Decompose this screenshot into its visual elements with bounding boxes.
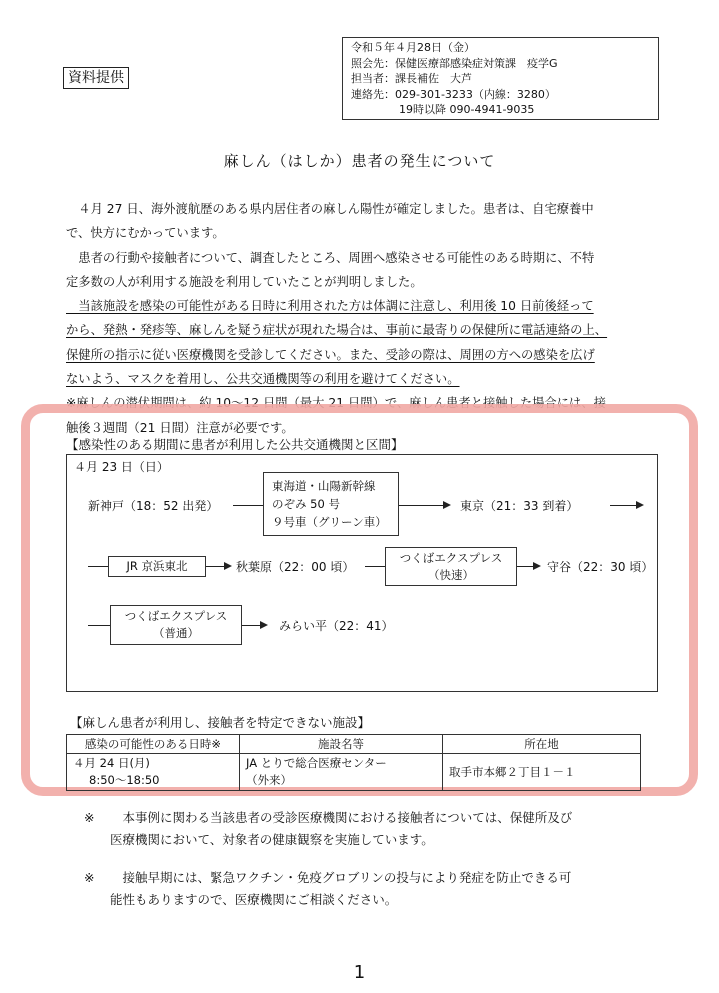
paragraph-line: で、快方にむかっています。 <box>66 226 225 241</box>
cell-name <box>240 754 443 791</box>
facility-table <box>66 734 641 791</box>
table-header-row <box>67 735 641 754</box>
tx-type-label: （普通） <box>153 626 199 640</box>
route-arrow-line <box>242 625 262 626</box>
station-shin-kobe: 新神戸（18：52 出発） <box>88 499 219 513</box>
tx-type-label: （快速） <box>428 568 474 582</box>
train-line-label: 東海道・山陽新幹線 <box>272 479 376 493</box>
note-item <box>84 867 664 911</box>
underlined-line: 保健所の指示に従い医療機関を受診してください。また、受診の際は、周囲の方への感染を広げ <box>66 347 595 362</box>
cell-date <box>67 754 240 791</box>
station-akihabara: 秋葉原（22：00 頃） <box>236 560 355 574</box>
paragraph-line: 患者の行動や接触者について、調査したところ、周囲へ感染させる可能性のある時期に、不特 <box>66 250 595 265</box>
train-car-label: ９号車（グリーン車） <box>272 515 387 529</box>
route-line <box>233 505 263 506</box>
arrow-right-icon <box>224 562 232 570</box>
note-line: 本事例に関わる当該患者の受診医療機関における接触者については、保健所及び <box>110 810 573 825</box>
column-header-date: 感染の可能性のある日時※ <box>67 735 240 754</box>
tx-local-node <box>110 605 242 645</box>
facility-name: JA とりで総合医療センター <box>246 756 387 770</box>
route-arrow-line <box>206 566 226 567</box>
paragraph-line: ４月 27 日、海外渡航歴のある県内居住者の麻しん陽性が確定しました。患者は、自宅療養中 <box>66 202 594 216</box>
underlined-line: から、発熱・発疹等、麻しんを疑う症状が現れた場合は、事前に最寄りの保健所に電話連絡の上、 <box>66 323 608 338</box>
jr-line-node: JR 京浜東北 <box>108 556 206 577</box>
page-number: 1 <box>353 962 366 983</box>
note-mark: ※ <box>84 810 95 825</box>
arrow-right-icon <box>260 621 268 629</box>
route-line <box>88 566 108 567</box>
column-header-name: 施設名等 <box>240 735 443 754</box>
note-mark: ※ <box>84 870 95 885</box>
route-date: ４月 23 日（日） <box>74 460 169 474</box>
route-line <box>365 566 385 567</box>
note-line: 能性もありますので、医療機関にご相談ください。 <box>110 892 398 907</box>
arrow-right-icon <box>533 562 541 570</box>
contact-inquiry: 照会先：保健医療部感染症対策課 疫学G <box>351 56 558 70</box>
visit-date: ４月 24 日(月) <box>73 756 150 770</box>
route-arrow-line <box>610 505 638 506</box>
visit-time: 8:50～18:50 <box>89 773 160 787</box>
facility-name-sub: （外来） <box>246 773 292 787</box>
note-line: 医療機関において、対象者の健康観察を実施しています。 <box>110 832 434 847</box>
station-miraidaira: みらい平（22：41） <box>279 619 394 633</box>
station-tokyo: 東京（21：33 到着） <box>460 499 579 513</box>
incubation-line: 触後３週間（21 日間）注意が必要です。 <box>66 420 294 435</box>
route-arrow-line <box>399 505 445 506</box>
transport-heading: 【感染性のある期間に患者が利用した公共交通機関と区間】 <box>66 437 404 452</box>
arrow-right-icon <box>636 501 644 509</box>
shinkansen-node <box>263 472 399 536</box>
document-tag: 資料提供 <box>63 67 129 89</box>
cell-address: 取手市本郷２丁目１－１ <box>443 754 641 791</box>
paragraph-line: 定多数の人が利用する施設を利用していたことが判明しました。 <box>66 274 423 289</box>
contact-phone: 連絡先：029-301-3233（内線：3280） <box>351 87 556 101</box>
facility-heading: 【麻しん患者が利用し、接触者を特定できない施設】 <box>70 715 371 730</box>
tx-rapid-node <box>385 547 517 586</box>
route-line <box>88 625 110 626</box>
arrow-right-icon <box>443 501 451 509</box>
contact-person: 担当者：課長補佐 大芦 <box>351 72 472 85</box>
underlined-line: 当該施設を感染の可能性がある日時に利用された方は体調に注意し、利用後 10 日前後経って <box>66 299 594 314</box>
contact-box <box>342 37 659 120</box>
note-line: 接触早期には、緊急ワクチン・免疫グロブリンの投与により発症を防止できる可 <box>110 870 572 885</box>
station-moriya: 守谷（22：30 頃） <box>547 560 654 574</box>
page-title: 麻しん（はしか）患者の発生について <box>223 152 496 170</box>
incubation-line: ※麻しんの潜伏期間は、約 10～12 日間（最大 21 日間）で、麻しん患者と接触した場合には、接 <box>66 396 606 411</box>
column-header-address: 所在地 <box>443 735 641 754</box>
contact-date: 令和５年４月28日（金） <box>351 41 475 54</box>
contact-after-hours: 19時以降 090-4941-9035 <box>399 103 535 116</box>
train-name-label: のぞみ 50 号 <box>272 497 340 511</box>
tx-label: つくばエクスプレス <box>399 551 503 565</box>
note-item <box>84 807 664 851</box>
tx-label: つくばエクスプレス <box>124 609 228 623</box>
table-row <box>67 754 641 791</box>
underlined-line: ないよう、マスクを着用し、公共交通機関等の利用を避けてください。 <box>66 372 460 387</box>
